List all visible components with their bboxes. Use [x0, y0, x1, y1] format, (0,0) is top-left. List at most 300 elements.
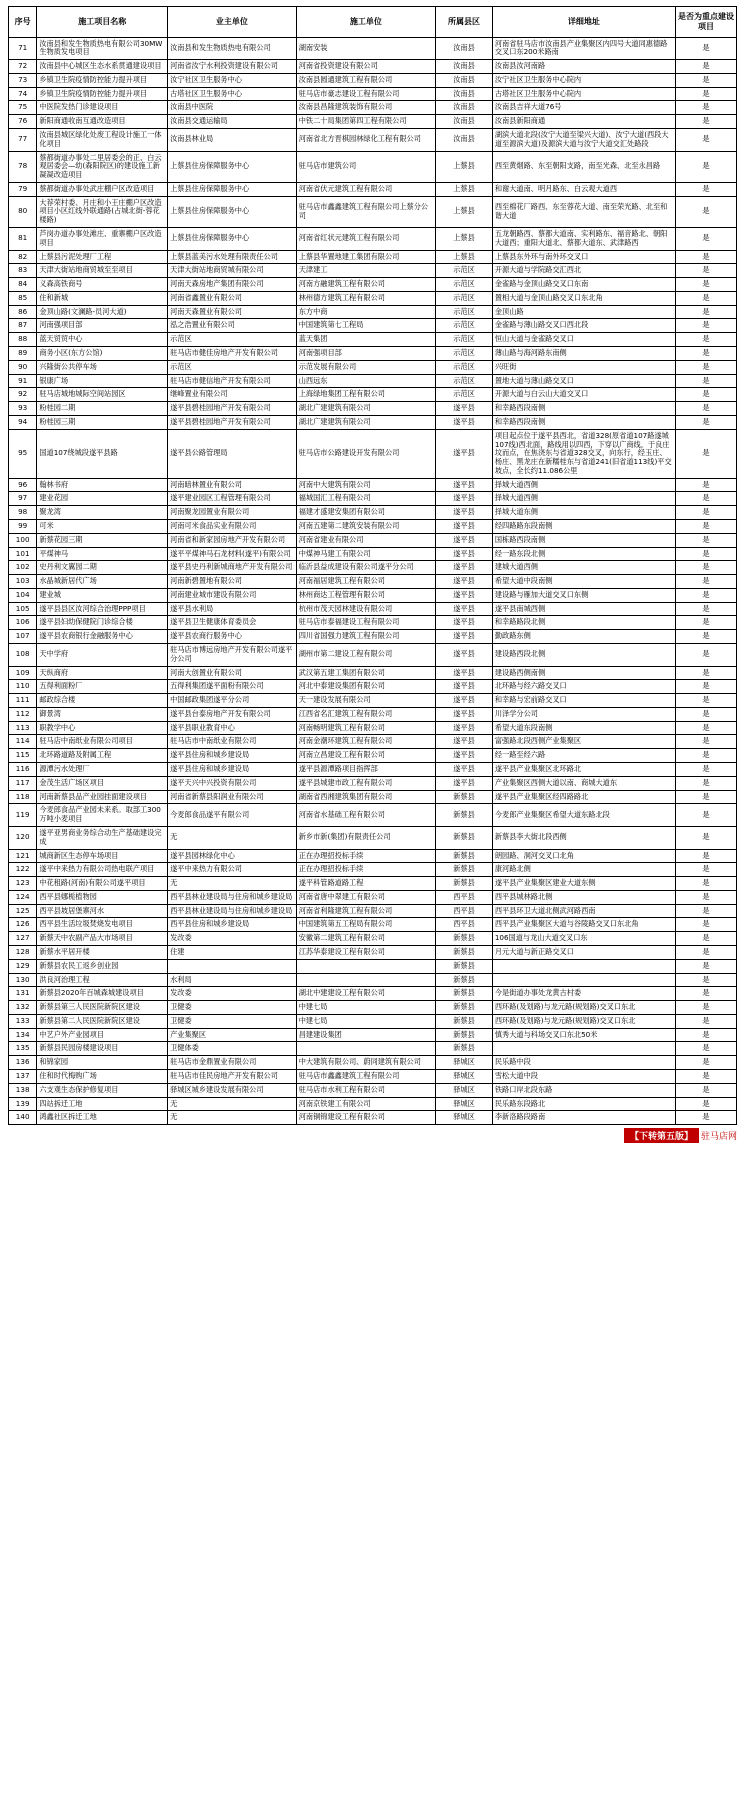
cell-no: 116 [9, 763, 37, 777]
cell-project-name: 洪良河治理工程 [37, 973, 168, 987]
cell-key-project: 是 [675, 291, 736, 305]
cell-project-name: 蔡都街道办事处武庄棚户区改造项目 [37, 182, 168, 196]
cell-project-name: 西平县娜栀植物园 [37, 890, 168, 904]
col-header-builder: 施工单位 [296, 7, 435, 38]
table-row [9, 151, 737, 182]
cell-key-project: 是 [675, 616, 736, 630]
cell-project-name: 汝南县城区绿化处废工程设计施工一体化项目 [37, 128, 168, 151]
table-row [9, 347, 737, 361]
cell-project-name: 粉桂园二期 [37, 402, 168, 416]
table-row [9, 918, 737, 932]
table-row [9, 945, 737, 959]
cell-county: 遂平县 [436, 735, 493, 749]
table-row [9, 776, 737, 790]
cell-project-name: 可米 [37, 519, 168, 533]
cell-key-project: 是 [675, 1014, 736, 1028]
table-row [9, 1070, 737, 1084]
cell-address: 国栋路西段南侧 [492, 533, 675, 547]
cell-key-project: 是 [675, 374, 736, 388]
cell-county: 遂平县 [436, 492, 493, 506]
table-row [9, 561, 737, 575]
cell-county: 遂平县 [436, 519, 493, 533]
table-row [9, 101, 737, 115]
cell-key-project: 是 [675, 644, 736, 667]
cell-owner: 卫健委 [168, 1001, 297, 1015]
table-row [9, 415, 737, 429]
cell-project-name: 粉桂园三期 [37, 415, 168, 429]
cell-builder: 中建七局 [296, 1014, 435, 1028]
cell-no: 115 [9, 749, 37, 763]
cell-owner: 产业集聚区 [168, 1028, 297, 1042]
cell-address: 李新洛路段路南 [492, 1111, 675, 1125]
cell-owner: 遂平建业园区工程管理有限公司 [168, 492, 297, 506]
cell-county: 驿城区 [436, 1097, 493, 1111]
table-row [9, 790, 737, 804]
table-row [9, 616, 737, 630]
cell-county: 驿城区 [436, 1056, 493, 1070]
table-row [9, 547, 737, 561]
cell-project-name: 上蔡县污泥处理厂工程 [37, 250, 168, 264]
cell-no: 76 [9, 115, 37, 129]
cell-county: 新蔡县 [436, 1042, 493, 1056]
cell-project-name: 聚龙湾 [37, 506, 168, 520]
cell-address: 置地大道与薄山路交叉口 [492, 374, 675, 388]
cell-address: 经四路路东段南侧 [492, 519, 675, 533]
cell-owner: 上蔡县蓝美污水处理有限责任公司 [168, 250, 297, 264]
table-row [9, 519, 737, 533]
cell-county: 汝南县 [436, 128, 493, 151]
cell-address: 朗园路、洞河交叉口北角 [492, 849, 675, 863]
cell-builder: 遂平县源潭路项目指挥部 [296, 763, 435, 777]
cell-address: 汝宁社区卫生服务中心院内 [492, 73, 675, 87]
cell-project-name: 四站拆迁工地 [37, 1097, 168, 1111]
cell-county: 遂平县 [436, 630, 493, 644]
cell-project-name: 住和新城 [37, 291, 168, 305]
cell-county: 汝南县 [436, 101, 493, 115]
cell-key-project: 是 [675, 250, 736, 264]
table-row [9, 319, 737, 333]
cell-county: 示范区 [436, 333, 493, 347]
cell-address: 西平县城林路北侧 [492, 890, 675, 904]
cell-builder: 上海绿地集团工程有限公司 [296, 388, 435, 402]
cell-address: 铁路口岸北段东路 [492, 1083, 675, 1097]
table-row [9, 904, 737, 918]
cell-county: 汝南县 [436, 73, 493, 87]
cell-builder: 福建才盛建安集团有限公司 [296, 506, 435, 520]
cell-project-name: 遂平亚男商业务综合动生产基础建设完成 [37, 826, 168, 849]
cell-address: 新蔡县李大街北段西侧 [492, 826, 675, 849]
cell-address: 康河路北侧 [492, 863, 675, 877]
cell-county: 新蔡县 [436, 973, 493, 987]
cell-county: 遂平县 [436, 478, 493, 492]
cell-county: 新蔡县 [436, 790, 493, 804]
cell-county: 遂平县 [436, 547, 493, 561]
cell-owner: 遂平中来热力有限公司 [168, 863, 297, 877]
cell-no: 121 [9, 849, 37, 863]
cell-owner: 示范区 [168, 333, 297, 347]
cell-builder: 河南省唐中翠建工有限公司 [296, 890, 435, 904]
table-row [9, 250, 737, 264]
cell-builder: 河南畅明建筑工程有限公司 [296, 721, 435, 735]
cell-no: 79 [9, 182, 37, 196]
cell-owner: 河南省鑫置业有限公司 [168, 291, 297, 305]
cell-county: 上蔡县 [436, 196, 493, 227]
cell-county: 新蔡县 [436, 1028, 493, 1042]
cell-county: 新蔡县 [436, 932, 493, 946]
cell-address [492, 959, 675, 973]
cell-owner: 驿城区城乡建设发展有限公司 [168, 1083, 297, 1097]
cell-no: 84 [9, 278, 37, 292]
cell-key-project: 是 [675, 790, 736, 804]
cell-address: 汝南县新阳商通 [492, 115, 675, 129]
cell-owner: 驻马店市博远房地产开发有限公司遂平分公司 [168, 644, 297, 667]
cell-owner: 遂平县碧桂园地产开发有限公司 [168, 415, 297, 429]
cell-builder: 湖南省西湘建筑集团有限公司 [296, 790, 435, 804]
cell-no: 129 [9, 959, 37, 973]
cell-address: 开源大道与白云山大道交叉口 [492, 388, 675, 402]
cell-key-project: 是 [675, 429, 736, 478]
cell-no: 127 [9, 932, 37, 946]
cell-project-name: 平煤神马 [37, 547, 168, 561]
cell-owner: 河南省和新家园房地产开发有限公司 [168, 533, 297, 547]
cell-builder: 汝南县圆通建筑工程有限公司 [296, 73, 435, 87]
cell-key-project: 是 [675, 37, 736, 60]
cell-owner: 遂平县碧桂园地产开发有限公司 [168, 402, 297, 416]
cell-county: 新蔡县 [436, 945, 493, 959]
cell-no: 128 [9, 945, 37, 959]
construction-projects-table [8, 6, 737, 1125]
cell-no: 117 [9, 776, 37, 790]
cell-project-name: 邮政综合楼 [37, 694, 168, 708]
cell-project-name: 城商新区生态停车场项目 [37, 849, 168, 863]
cell-owner: 卫健体委 [168, 1042, 297, 1056]
cell-project-name: 遂平中来热力有限公司热电联产项目 [37, 863, 168, 877]
cell-address: 西平县环卫大道北侧武河路西南 [492, 904, 675, 918]
cell-key-project: 是 [675, 333, 736, 347]
cell-builder [296, 1042, 435, 1056]
cell-no: 107 [9, 630, 37, 644]
cell-builder: 河南京铁建工有限公司 [296, 1097, 435, 1111]
cell-builder: 河南中大建筑有限公司 [296, 478, 435, 492]
cell-builder: 湖北中建建设工程有限公司 [296, 987, 435, 1001]
cell-builder: 杭州市茂天园林建设有限公司 [296, 602, 435, 616]
table-row [9, 1056, 737, 1070]
table-row [9, 87, 737, 101]
cell-project-name: 商务小区(东方公馆) [37, 347, 168, 361]
cell-no: 124 [9, 890, 37, 904]
cell-builder: 林州德方建筑工程有限公司 [296, 291, 435, 305]
cell-no: 72 [9, 60, 37, 74]
cell-address: 恒山大道与金雀路交叉口 [492, 333, 675, 347]
table-row [9, 863, 737, 877]
cell-builder: 河南省建业有限公司 [296, 533, 435, 547]
cell-no: 89 [9, 347, 37, 361]
cell-project-name: 六支观生态保护修复项目 [37, 1083, 168, 1097]
cell-builder: 汝南县昌隆建筑装饰有限公司 [296, 101, 435, 115]
cell-county: 新蔡县 [436, 863, 493, 877]
cell-county: 汝南县 [436, 37, 493, 60]
cell-owner: 住建 [168, 945, 297, 959]
table-row [9, 1001, 737, 1015]
cell-builder [296, 973, 435, 987]
cell-no: 87 [9, 319, 37, 333]
cell-builder: 驻马店市水利工程有限公司 [296, 1083, 435, 1097]
cell-project-name: 金茂生活广场区项目 [37, 776, 168, 790]
cell-no: 81 [9, 228, 37, 251]
table-row [9, 588, 737, 602]
cell-key-project: 是 [675, 196, 736, 227]
table-row [9, 630, 737, 644]
cell-county: 新蔡县 [436, 849, 493, 863]
cell-owner: 遂平平煤神马石龙材料(遂平)有限公司 [168, 547, 297, 561]
cell-county: 遂平县 [436, 575, 493, 589]
table-row [9, 429, 737, 478]
cell-address: 勤政路东侧 [492, 630, 675, 644]
cell-project-name: 天纵商府 [37, 666, 168, 680]
cell-no: 106 [9, 616, 37, 630]
cell-project-name: 翰林书府 [37, 478, 168, 492]
cell-project-name: 住和时代梅购广场 [37, 1070, 168, 1084]
cell-county: 汝南县 [436, 60, 493, 74]
cell-county: 遂平县 [436, 721, 493, 735]
cell-project-name: 中医院发热门诊建设项目 [37, 101, 168, 115]
cell-owner: 中国邮政集团遂平分公司 [168, 694, 297, 708]
cell-builder: 驻马店市泰福建设工程有限公司 [296, 616, 435, 630]
table-row [9, 264, 737, 278]
cell-address: 汝南县汝河南路 [492, 60, 675, 74]
table-header [9, 7, 737, 38]
cell-no: 98 [9, 506, 37, 520]
table-row [9, 360, 737, 374]
cell-no: 134 [9, 1028, 37, 1042]
cell-county: 示范区 [436, 264, 493, 278]
cell-owner: 无 [168, 877, 297, 891]
cell-key-project: 是 [675, 182, 736, 196]
cell-county: 遂平县 [436, 680, 493, 694]
col-header-county: 所属县区 [436, 7, 493, 38]
cell-county: 遂平县 [436, 415, 493, 429]
cell-no: 93 [9, 402, 37, 416]
cell-address: 建设路西侧南侧 [492, 666, 675, 680]
cell-no: 94 [9, 415, 37, 429]
cell-county: 示范区 [436, 374, 493, 388]
cell-no: 108 [9, 644, 37, 667]
col-header-key-project: 是否为重点建设项目 [675, 7, 736, 38]
cell-owner: 古塔社区卫生服务中心 [168, 87, 297, 101]
cell-project-name: 蔡都街道办事处二里居委会的正、白云观居委会—幼(森阳院区)的建设施工新凝凝改造项目 [37, 151, 168, 182]
cell-project-name: 遂平县妇幼保健院门诊综合楼 [37, 616, 168, 630]
cell-project-name: 新蔡县第三人民医院新院区建设 [37, 1001, 168, 1015]
table-row [9, 735, 737, 749]
cell-key-project: 是 [675, 735, 736, 749]
cell-builder: 河南立昌建设工程有限公司 [296, 749, 435, 763]
cell-address: 河南省驻马店市汝南县产业集聚区内四号大道同惠德路交叉口东200米路南 [492, 37, 675, 60]
cell-no: 113 [9, 721, 37, 735]
cell-address: 川泽学分公司 [492, 707, 675, 721]
cell-county: 驿城区 [436, 1070, 493, 1084]
cell-key-project: 是 [675, 1042, 736, 1056]
table-row [9, 932, 737, 946]
cell-county: 遂平县 [436, 707, 493, 721]
cell-key-project: 是 [675, 630, 736, 644]
cell-no: 95 [9, 429, 37, 478]
cell-builder: 正在办理招投标手续 [296, 849, 435, 863]
cell-address: 经一路东段北侧 [492, 547, 675, 561]
table-row [9, 707, 737, 721]
cell-no: 71 [9, 37, 37, 60]
cell-address: 和谢大道南、明月路东、白云观大道西 [492, 182, 675, 196]
cell-project-name: 义森高铁商号 [37, 278, 168, 292]
cell-builder: 湖州市第二建设工程有限公司 [296, 644, 435, 667]
cell-county: 遂平县 [436, 694, 493, 708]
col-header-project-name: 施工项目名称 [37, 7, 168, 38]
cell-builder: 昌建建设集团 [296, 1028, 435, 1042]
cell-owner: 汝南县林业局 [168, 128, 297, 151]
cell-key-project: 是 [675, 128, 736, 151]
cell-no: 137 [9, 1070, 37, 1084]
cell-county: 遂平县 [436, 533, 493, 547]
cell-owner: 无 [168, 1111, 297, 1125]
table-row [9, 333, 737, 347]
cell-builder: 江西省名汇建筑工程有限公司 [296, 707, 435, 721]
cell-no: 75 [9, 101, 37, 115]
cell-project-name: 驻马店中南纸业有限公司项目 [37, 735, 168, 749]
cell-owner: 驻马店市佳民房地产开发有限公司 [168, 1070, 297, 1084]
cell-no: 104 [9, 588, 37, 602]
cell-county: 新蔡县 [436, 804, 493, 827]
cell-builder: 中煤神马建工有限公司 [296, 547, 435, 561]
cell-key-project: 是 [675, 973, 736, 987]
cell-key-project: 是 [675, 319, 736, 333]
cell-owner: 上蔡县住房保障服务中心 [168, 196, 297, 227]
cell-address: 金顶山路 [492, 305, 675, 319]
cell-address: 择城大道西侧 [492, 478, 675, 492]
cell-project-name: 五得利面粉厂 [37, 680, 168, 694]
cell-key-project: 是 [675, 1028, 736, 1042]
cell-address: 民乐路东段路北 [492, 1097, 675, 1111]
cell-address: 106国道与龙山大道交叉口东 [492, 932, 675, 946]
cell-key-project: 是 [675, 347, 736, 361]
cell-county: 遂平县 [436, 588, 493, 602]
cell-project-name: 新蔡水平居开楼 [37, 945, 168, 959]
cell-key-project: 是 [675, 1111, 736, 1125]
cell-builder: 江苏华泰建设工程有限公司 [296, 945, 435, 959]
table-row [9, 644, 737, 667]
cell-owner: 西平县林业建设局与住房和城乡建设局 [168, 904, 297, 918]
cell-no: 85 [9, 291, 37, 305]
cell-builder: 东方中商 [296, 305, 435, 319]
cell-key-project: 是 [675, 533, 736, 547]
cell-key-project: 是 [675, 959, 736, 973]
cell-county: 示范区 [436, 360, 493, 374]
cell-project-name: 职教学中心 [37, 721, 168, 735]
table-row [9, 37, 737, 60]
cell-address: 金雀路与薄山路交叉口西北段 [492, 319, 675, 333]
table-row [9, 374, 737, 388]
table-row [9, 402, 737, 416]
cell-no: 125 [9, 904, 37, 918]
cell-no: 80 [9, 196, 37, 227]
cell-county: 遂平县 [436, 763, 493, 777]
cell-project-name: 汝南县和发生物质热电有限公司30MW生物质发电项目 [37, 37, 168, 60]
cell-county: 新蔡县 [436, 877, 493, 891]
cell-no: 114 [9, 735, 37, 749]
cell-address: 和幸路西段南侧 [492, 415, 675, 429]
cell-owner: 上蔡县住房保障服务中心 [168, 228, 297, 251]
cell-owner: 天津大街站地商贸城有限公司 [168, 264, 297, 278]
cell-address: 经一路至经六路 [492, 749, 675, 763]
cell-key-project: 是 [675, 749, 736, 763]
cell-key-project: 是 [675, 1070, 736, 1084]
cell-key-project: 是 [675, 863, 736, 877]
cell-no: 138 [9, 1083, 37, 1097]
col-header-owner: 业主单位 [168, 7, 297, 38]
cell-no: 119 [9, 804, 37, 827]
cell-county: 汝南县 [436, 115, 493, 129]
cell-project-name: 西平县生活垃圾焚烧发电项目 [37, 918, 168, 932]
table-row [9, 877, 737, 891]
cell-key-project: 是 [675, 561, 736, 575]
cell-no: 78 [9, 151, 37, 182]
cell-owner: 汝南县中医院 [168, 101, 297, 115]
cell-owner: 西平县林业建设局与住房和城乡建设局 [168, 890, 297, 904]
cell-key-project: 是 [675, 264, 736, 278]
cell-owner: 上蔡县住房保障服务中心 [168, 182, 297, 196]
cell-county: 遂平县 [436, 749, 493, 763]
table-row [9, 1111, 737, 1125]
cell-address: 北环路与经六路交叉口 [492, 680, 675, 694]
cell-no: 122 [9, 863, 37, 877]
cell-owner: 汝南县交通运输局 [168, 115, 297, 129]
cell-owner: 五得利集团遂平面粉有限公司 [168, 680, 297, 694]
cell-builder: 天津建工 [296, 264, 435, 278]
cell-key-project: 是 [675, 402, 736, 416]
cell-key-project: 是 [675, 849, 736, 863]
continue-next-page-tag: 【下转第五版】 [624, 1128, 699, 1143]
cell-builder: 河南铜锦建设工程有限公司 [296, 1111, 435, 1125]
cell-key-project: 是 [675, 228, 736, 251]
table-row [9, 1014, 737, 1028]
cell-county: 驿城区 [436, 1083, 493, 1097]
cell-key-project: 是 [675, 60, 736, 74]
cell-no: 110 [9, 680, 37, 694]
cell-key-project: 是 [675, 588, 736, 602]
cell-owner: 遂平县职业教育中心 [168, 721, 297, 735]
cell-address: 西至黄烟路、东至朝阳支路，南至光森、北至永昌路 [492, 151, 675, 182]
cell-key-project: 是 [675, 721, 736, 735]
cell-project-name: 源潭污水处理厂 [37, 763, 168, 777]
table-row [9, 115, 737, 129]
cell-builder: 示范发展有限公司 [296, 360, 435, 374]
cell-owner: 河南可米食品实业有限公司 [168, 519, 297, 533]
cell-key-project: 是 [675, 804, 736, 827]
cell-project-name: 天中学府 [37, 644, 168, 667]
cell-builder: 河南方融建筑工程有限公司 [296, 278, 435, 292]
cell-address: 开源大道与学院路交汇西北 [492, 264, 675, 278]
cell-key-project: 是 [675, 1001, 736, 1015]
cell-owner: 遂平县公路管理局 [168, 429, 297, 478]
cell-county: 遂平县 [436, 402, 493, 416]
cell-key-project: 是 [675, 763, 736, 777]
cell-key-project: 是 [675, 87, 736, 101]
cell-key-project: 是 [675, 305, 736, 319]
cell-address: 汝南县吉祥大道76号 [492, 101, 675, 115]
cell-key-project: 是 [675, 666, 736, 680]
cell-builder [296, 959, 435, 973]
cell-owner: 驻马店市中南纸业有限公司 [168, 735, 297, 749]
table-row [9, 305, 737, 319]
table-row [9, 228, 737, 251]
